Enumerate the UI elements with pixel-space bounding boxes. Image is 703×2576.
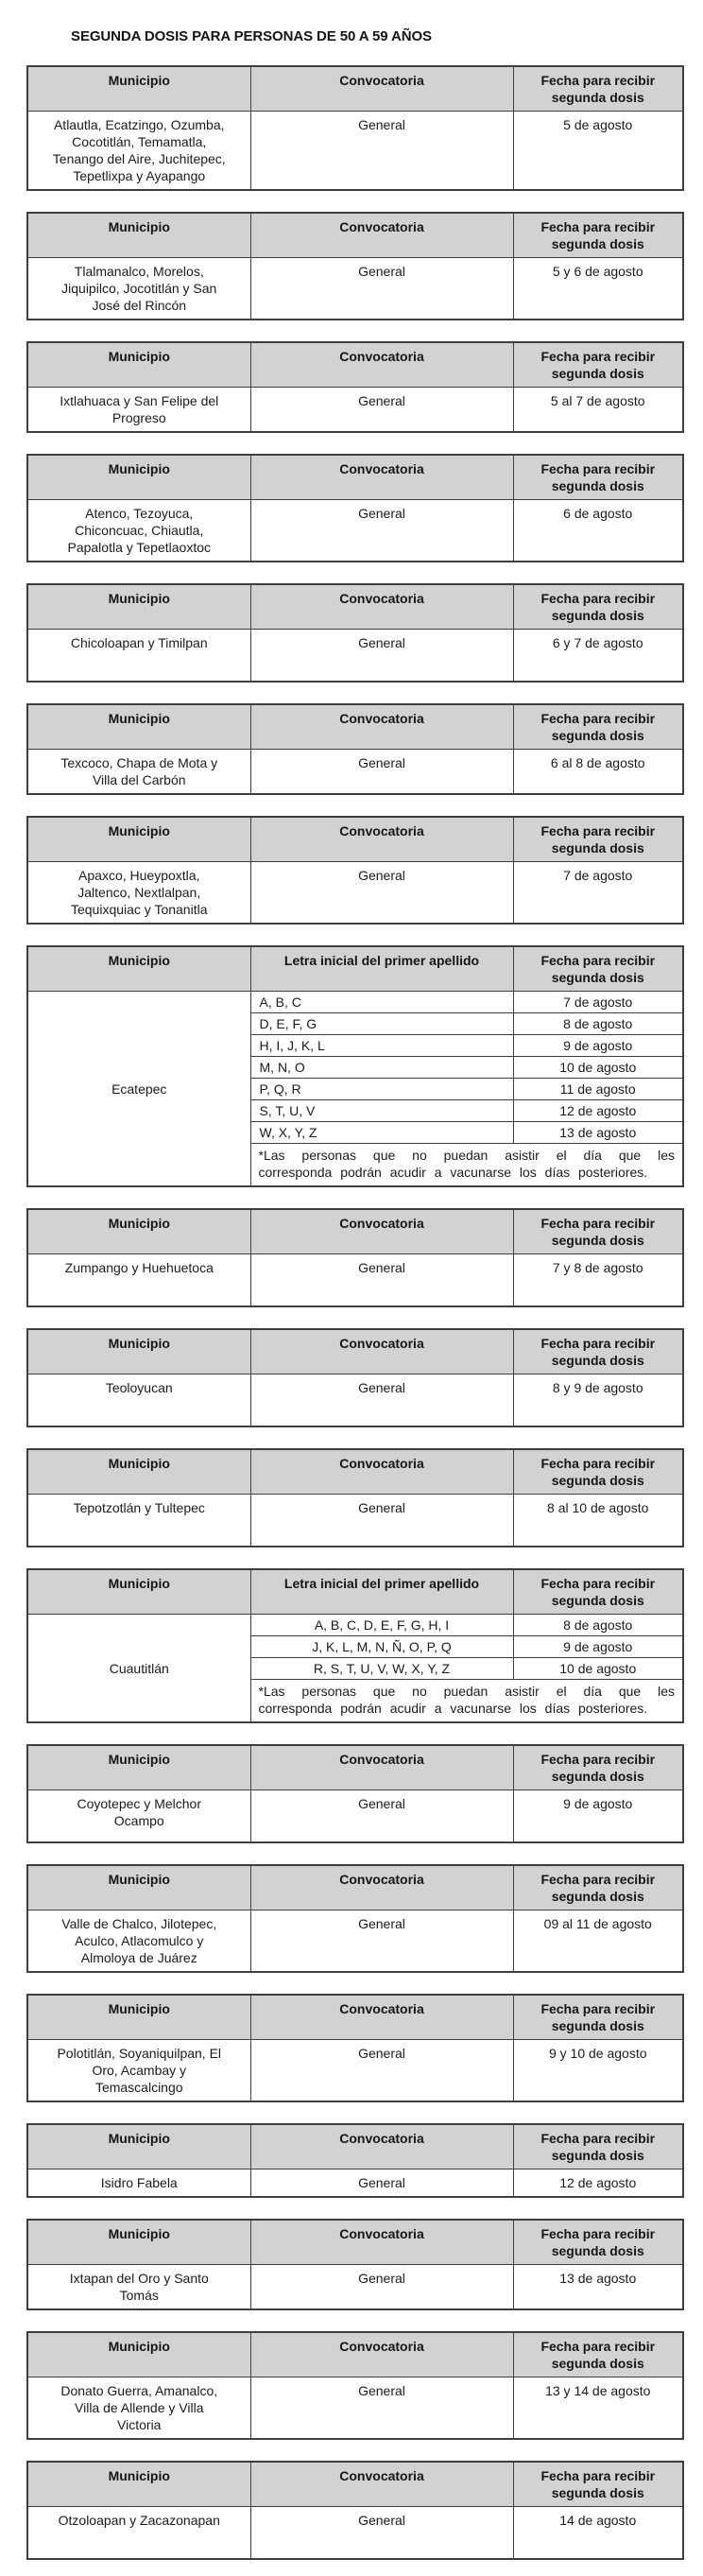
col-header-municipio: Municipio xyxy=(27,1995,250,2040)
letters-cell: R, S, T, U, V, W, X, Y, Z xyxy=(250,1658,513,1680)
fecha-cell: 10 de agosto xyxy=(513,1658,683,1680)
fecha-cell: 9 de agosto xyxy=(513,1790,683,1843)
col-header-fecha: Fecha para recibir segunda dosis xyxy=(513,455,683,500)
fecha-cell: 11 de agosto xyxy=(513,1079,683,1100)
col-header-municipio: Municipio xyxy=(27,1209,250,1254)
schedule-table xyxy=(26,341,684,433)
table-row xyxy=(27,388,683,433)
letters-cell: H, I, J, K, L xyxy=(250,1035,513,1057)
fecha-cell: 7 y 8 de agosto xyxy=(513,1254,683,1307)
letters-cell: M, N, O xyxy=(250,1057,513,1079)
fecha-cell: 5 y 6 de agosto xyxy=(513,258,683,320)
col-header-municipio: Municipio xyxy=(27,66,250,112)
col-header-convocatoria: Convocatoria xyxy=(250,2220,513,2265)
convocatoria-cell: General xyxy=(250,1374,513,1427)
schedule-table xyxy=(26,2219,684,2310)
col-header-fecha: Fecha para recibir segunda dosis xyxy=(513,817,683,862)
header-row xyxy=(27,1209,683,1254)
col-header-convocatoria: Convocatoria xyxy=(250,817,513,862)
fecha-cell: 12 de agosto xyxy=(513,1100,683,1122)
col-header-municipio: Municipio xyxy=(27,2332,250,2377)
col-header-municipio: Municipio xyxy=(27,2220,250,2265)
table-row xyxy=(27,500,683,562)
schedule-table xyxy=(26,1448,684,1547)
fecha-cell: 6 y 7 de agosto xyxy=(513,630,683,683)
schedule-table xyxy=(26,1864,684,1973)
col-header-municipio: Municipio xyxy=(27,817,250,862)
col-header-letra-inicial: Letra inicial del primer apellido xyxy=(250,1569,513,1615)
schedule-table xyxy=(26,454,684,562)
schedule-table xyxy=(26,1328,684,1427)
fecha-cell: 5 de agosto xyxy=(513,112,683,191)
municipio-cell: Zumpango y Huehuetoca xyxy=(27,1254,250,1307)
fecha-cell: 9 y 10 de agosto xyxy=(513,2040,683,2102)
col-header-convocatoria: Convocatoria xyxy=(250,1865,513,1910)
letter-schedule-table xyxy=(26,1568,684,1723)
col-header-convocatoria: Convocatoria xyxy=(250,455,513,500)
col-header-fecha: Fecha para recibir segunda dosis xyxy=(513,342,683,388)
fecha-cell: 13 de agosto xyxy=(513,1122,683,1144)
col-header-convocatoria: Convocatoria xyxy=(250,1995,513,2040)
col-header-convocatoria: Convocatoria xyxy=(250,213,513,258)
col-header-municipio: Municipio xyxy=(27,213,250,258)
col-header-convocatoria: Convocatoria xyxy=(250,1209,513,1254)
col-header-fecha: Fecha para recibir segunda dosis xyxy=(513,2462,683,2507)
table-row xyxy=(27,862,683,925)
col-header-convocatoria: Convocatoria xyxy=(250,2462,513,2507)
col-header-letra-inicial: Letra inicial del primer apellido xyxy=(250,946,513,992)
municipio-cell: Donato Guerra, Amanalco, Villa de Allende y Villa Victoria xyxy=(27,2377,250,2440)
fecha-cell: 9 de agosto xyxy=(513,1636,683,1658)
col-header-municipio: Municipio xyxy=(27,704,250,750)
header-row xyxy=(27,946,683,992)
letters-cell: P, Q, R xyxy=(250,1079,513,1100)
letters-cell: W, X, Y, Z xyxy=(250,1122,513,1144)
col-header-municipio: Municipio xyxy=(27,1865,250,1910)
municipio-cell: Tlalmanalco, Morelos, Jiquipilco, Jocotitlán y San José del Rincón xyxy=(27,258,250,320)
table-row xyxy=(27,112,683,191)
table-row xyxy=(27,1910,683,1973)
note-cell: *Las personas que no puedan asistir el día que les corresponda podrán acudir a vacunarse los días posteriores. xyxy=(250,1144,683,1187)
schedule-table xyxy=(26,583,684,683)
col-header-municipio: Municipio xyxy=(27,342,250,388)
schedule-table xyxy=(26,2461,684,2560)
table-row xyxy=(27,2507,683,2560)
table-row xyxy=(27,1790,683,1843)
table-row xyxy=(27,258,683,320)
fecha-cell: 6 de agosto xyxy=(513,500,683,562)
letters-cell: A, B, C, D, E, F, G, H, I xyxy=(250,1615,513,1636)
table-row xyxy=(27,2265,683,2310)
municipio-cell: Teoloyucan xyxy=(27,1374,250,1427)
convocatoria-cell: General xyxy=(250,2040,513,2102)
schedule-table xyxy=(26,212,684,320)
letter-row xyxy=(27,1615,683,1636)
municipio-cell: Atenco, Tezoyuca, Chiconcuac, Chiautla, Papalotla y Tepetlaoxtoc xyxy=(27,500,250,562)
header-row xyxy=(27,2220,683,2265)
col-header-convocatoria: Convocatoria xyxy=(250,66,513,112)
fecha-cell: 8 al 10 de agosto xyxy=(513,1495,683,1547)
fecha-cell: 12 de agosto xyxy=(513,2170,683,2198)
letters-cell: D, E, F, G xyxy=(250,1013,513,1035)
col-header-convocatoria: Convocatoria xyxy=(250,1329,513,1374)
convocatoria-cell: General xyxy=(250,500,513,562)
fecha-cell: 9 de agosto xyxy=(513,1035,683,1057)
municipio-cell: Polotitlán, Soyaniquilpan, El Oro, Acambay y Temascalcingo xyxy=(27,2040,250,2102)
header-row xyxy=(27,66,683,112)
convocatoria-cell: General xyxy=(250,2170,513,2198)
col-header-fecha: Fecha para recibir segunda dosis xyxy=(513,1449,683,1495)
municipio-cell: Chicoloapan y Timilpan xyxy=(27,630,250,683)
convocatoria-cell: General xyxy=(250,1910,513,1973)
convocatoria-cell: General xyxy=(250,1254,513,1307)
convocatoria-cell: General xyxy=(250,2265,513,2310)
page-title: SEGUNDA DOSIS PARA PERSONAS DE 50 A 59 AÑOS xyxy=(71,28,432,44)
header-row xyxy=(27,1569,683,1615)
col-header-municipio: Municipio xyxy=(27,1329,250,1374)
header-row xyxy=(27,2462,683,2507)
col-header-convocatoria: Convocatoria xyxy=(250,1449,513,1495)
municipio-cell: Tepotzotlán y Tultepec xyxy=(27,1495,250,1547)
fecha-cell: 8 de agosto xyxy=(513,1615,683,1636)
col-header-convocatoria: Convocatoria xyxy=(250,704,513,750)
fecha-cell: 10 de agosto xyxy=(513,1057,683,1079)
municipio-cell: Atlautla, Ecatzingo, Ozumba, Cocotitlán, Temamatla, Tenango del Aire, Juchitepec, Tepetlixpa y Ayapango xyxy=(27,112,250,191)
col-header-municipio: Municipio xyxy=(27,1745,250,1790)
municipio-cell: Texcoco, Chapa de Mota y Villa del Carbón xyxy=(27,750,250,795)
col-header-convocatoria: Convocatoria xyxy=(250,584,513,630)
fecha-cell: 8 y 9 de agosto xyxy=(513,1374,683,1427)
schedule-table xyxy=(26,2331,684,2440)
schedule-table xyxy=(26,703,684,795)
col-header-convocatoria: Convocatoria xyxy=(250,342,513,388)
municipio-cell: Valle de Chalco, Jilotepec, Aculco, Atlacomulco y Almoloya de Juárez xyxy=(27,1910,250,1973)
schedule-table xyxy=(26,2123,684,2198)
fecha-cell: 14 de agosto xyxy=(513,2507,683,2560)
header-row xyxy=(27,455,683,500)
municipio-cell: Coyotepec y Melchor Ocampo xyxy=(27,1790,250,1843)
col-header-fecha: Fecha para recibir segunda dosis xyxy=(513,1209,683,1254)
col-header-municipio: Municipio xyxy=(27,2462,250,2507)
fecha-cell: 7 de agosto xyxy=(513,862,683,925)
convocatoria-cell: General xyxy=(250,750,513,795)
convocatoria-cell: General xyxy=(250,862,513,925)
header-row xyxy=(27,584,683,630)
col-header-fecha: Fecha para recibir segunda dosis xyxy=(513,2124,683,2170)
col-header-fecha: Fecha para recibir segunda dosis xyxy=(513,2332,683,2377)
municipio-cell: Isidro Fabela xyxy=(27,2170,250,2198)
col-header-fecha: Fecha para recibir segunda dosis xyxy=(513,704,683,750)
letters-cell: J, K, L, M, N, Ñ, O, P, Q xyxy=(250,1636,513,1658)
municipio-cell: Ixtlahuaca y San Felipe del Progreso xyxy=(27,388,250,433)
header-row xyxy=(27,213,683,258)
letter-row xyxy=(27,992,683,1013)
fecha-cell: 6 al 8 de agosto xyxy=(513,750,683,795)
convocatoria-cell: General xyxy=(250,1495,513,1547)
fecha-cell: 13 de agosto xyxy=(513,2265,683,2310)
convocatoria-cell: General xyxy=(250,2507,513,2560)
convocatoria-cell: General xyxy=(250,258,513,320)
fecha-cell: 8 de agosto xyxy=(513,1013,683,1035)
document-page xyxy=(0,28,703,2576)
col-header-fecha: Fecha para recibir segunda dosis xyxy=(513,1329,683,1374)
convocatoria-cell: General xyxy=(250,630,513,683)
col-header-municipio: Municipio xyxy=(27,1569,250,1615)
table-row xyxy=(27,1374,683,1427)
header-row xyxy=(27,817,683,862)
schedule-table xyxy=(26,1208,684,1307)
col-header-fecha: Fecha para recibir segunda dosis xyxy=(513,584,683,630)
col-header-convocatoria: Convocatoria xyxy=(250,2124,513,2170)
col-header-fecha: Fecha para recibir segunda dosis xyxy=(513,1569,683,1615)
convocatoria-cell: General xyxy=(250,388,513,433)
fecha-cell: 13 y 14 de agosto xyxy=(513,2377,683,2440)
table-row xyxy=(27,750,683,795)
schedule-table xyxy=(26,65,684,191)
col-header-municipio: Municipio xyxy=(27,584,250,630)
fecha-cell: 7 de agosto xyxy=(513,992,683,1013)
bottom-spacer xyxy=(0,2560,703,2576)
municipio-cell: Ecatepec xyxy=(27,992,250,1187)
schedule-tables-container xyxy=(0,65,703,2560)
header-row xyxy=(27,2332,683,2377)
col-header-fecha: Fecha para recibir segunda dosis xyxy=(513,946,683,992)
note-cell: *Las personas que no puedan asistir el día que les corresponda podrán acudir a vacunarse los días posteriores. xyxy=(250,1680,683,1723)
col-header-fecha: Fecha para recibir segunda dosis xyxy=(513,1995,683,2040)
convocatoria-cell: General xyxy=(250,2377,513,2440)
header-row xyxy=(27,1745,683,1790)
col-header-fecha: Fecha para recibir segunda dosis xyxy=(513,213,683,258)
header-row xyxy=(27,704,683,750)
col-header-municipio: Municipio xyxy=(27,455,250,500)
fecha-cell: 09 al 11 de agosto xyxy=(513,1910,683,1973)
col-header-municipio: Municipio xyxy=(27,1449,250,1495)
convocatoria-cell: General xyxy=(250,1790,513,1843)
col-header-fecha: Fecha para recibir segunda dosis xyxy=(513,1745,683,1790)
municipio-cell: Apaxco, Hueypoxtla, Jaltenco, Nextlalpan, Tequixquiac y Tonanitla xyxy=(27,862,250,925)
col-header-fecha: Fecha para recibir segunda dosis xyxy=(513,2220,683,2265)
header-row xyxy=(27,1865,683,1910)
table-row xyxy=(27,1254,683,1307)
table-row xyxy=(27,2040,683,2102)
table-row xyxy=(27,630,683,683)
fecha-cell: 5 al 7 de agosto xyxy=(513,388,683,433)
col-header-fecha: Fecha para recibir segunda dosis xyxy=(513,66,683,112)
header-row xyxy=(27,1329,683,1374)
schedule-table xyxy=(26,816,684,925)
header-row xyxy=(27,2124,683,2170)
letter-schedule-table xyxy=(26,945,684,1187)
col-header-fecha: Fecha para recibir segunda dosis xyxy=(513,1865,683,1910)
schedule-table xyxy=(26,1744,684,1843)
convocatoria-cell: General xyxy=(250,112,513,191)
col-header-convocatoria: Convocatoria xyxy=(250,1745,513,1790)
header-row xyxy=(27,342,683,388)
schedule-table xyxy=(26,1994,684,2102)
col-header-municipio: Municipio xyxy=(27,946,250,992)
col-header-convocatoria: Convocatoria xyxy=(250,2332,513,2377)
col-header-municipio: Municipio xyxy=(27,2124,250,2170)
table-row xyxy=(27,2377,683,2440)
table-row xyxy=(27,1495,683,1547)
municipio-cell: Cuautitlán xyxy=(27,1615,250,1723)
letters-cell: A, B, C xyxy=(250,992,513,1013)
header-row xyxy=(27,1995,683,2040)
municipio-cell: Otzoloapan y Zacazonapan xyxy=(27,2507,250,2560)
header-row xyxy=(27,1449,683,1495)
letters-cell: S, T, U, V xyxy=(250,1100,513,1122)
municipio-cell: Ixtapan del Oro y Santo Tomás xyxy=(27,2265,250,2310)
table-row xyxy=(27,2170,683,2198)
